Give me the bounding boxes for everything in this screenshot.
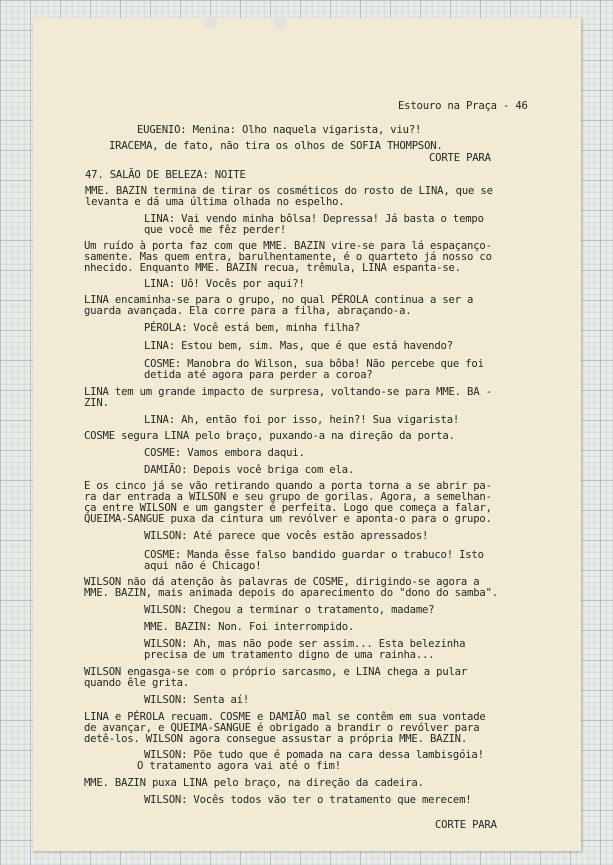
dialogue-line: detida até agora para perder a coroa? — [144, 369, 373, 381]
action-line: nhecido. Enquanto MME. BAZIN recua, trêmula, LINA espanta-se. — [84, 262, 461, 274]
action-line: MME. BAZIN puxa LINA pelo braço, na direção da cadeira. — [84, 777, 424, 789]
action-line: WILSON engasga-se com o próprio sarcasmo, e LINA chega a pular — [84, 666, 468, 678]
action-line: WILSON não dá atenção às palavras de COSME, dirigindo-se agora a — [84, 576, 480, 588]
action-line: COSME segura LINA pelo braço, puxando-a na direção da porta. — [84, 430, 455, 442]
dialogue-line: COSME: Manobra do Wilson, sua bôba! Não percebe que foi — [144, 358, 484, 370]
dialogue-line: LINA: Uô! Vocês por aqui?! — [144, 278, 305, 290]
dialogue-line: PÉROLA: Você está bem, minha filha? — [144, 322, 361, 334]
action-line: samente. Mas quem entra, barulhentamente, é o quarteto já nosso co — [84, 251, 492, 263]
dialogue-line: que você me fêz perder! — [144, 224, 287, 236]
action-line: ça entre WILSON e um gangster é perfeita. Logo que começa a falar, — [84, 502, 492, 514]
dialogue-line: EUGENIO: Menina: Olho naquela vigarista, viu?! — [137, 124, 422, 136]
transition-line: CORTE PARA — [435, 819, 497, 831]
dialogue-line: WILSON: Vocês todos vão ter o tratamento que merecem! — [144, 794, 472, 806]
dialogue-line: LINA: Vai vendo minha bôlsa! Depressa! Já basta o tempo — [144, 213, 484, 225]
dialogue-line: precisa de um tratamento digno de uma rainha... — [144, 649, 435, 661]
action-line: ZIN. — [84, 397, 109, 409]
dialogue-line: LINA: Ah, então foi por isso, hein?! Sua vigarista! — [144, 414, 460, 426]
dialogue-line: WILSON: Põe tudo que é pomada na cara dessa lambisgóia! — [144, 749, 484, 761]
dialogue-line: O tratamento agora vai até o fim! — [137, 760, 341, 772]
action-line: MME. BAZIN, mais animada depois do aparecimento do "dono do samba". — [84, 587, 498, 599]
dialogue-line: COSME: Vamos embora daqui. — [144, 447, 305, 459]
action-line: quando êle grita. — [84, 677, 190, 689]
action-line: MME. BAZIN termina de tirar os cosméticos do rosto de LINA, que se — [85, 185, 493, 197]
dialogue-line: MME. BAZIN: Non. Foi interrompido. — [144, 621, 355, 633]
scene-heading: 47. SALÃO DE BELEZA: NOITE — [85, 169, 246, 181]
binder-hole-left — [204, 16, 217, 29]
dialogue-line: LINA: Estou bem, sim. Mas, que é que está havendo? — [144, 340, 453, 352]
action-line: Um ruído à porta faz com que MME. BAZIN vire-se para lá espaçanço- — [84, 240, 492, 252]
action-line: QUEIMA-SANGUE puxa da cintura um revólver e aponta-o para o grupo. — [84, 513, 492, 525]
action-line: de avançar, e QUEIMA-SANGUE é obrigado a brandir o revólver para — [84, 722, 480, 734]
action-line: detê-los. WILSON agora consegue assustar a própria MME. BAZIN. — [84, 733, 468, 745]
action-line: guarda avançada. Ela corre para a filha, abraçando-a. — [84, 305, 412, 317]
dialogue-line: aqui não é Chicago! — [144, 560, 262, 572]
page-header: Estouro na Praça - 46 — [398, 100, 528, 112]
dialogue-line: WILSON: Ah, mas não pode ser assim... Esta belezinha — [144, 638, 466, 650]
action-line: LINA encaminha-se para o grupo, no qual PÉROLA continua a ser a — [84, 294, 474, 306]
dialogue-line: WILSON: Senta aí! — [144, 694, 250, 706]
action-line: IRACEMA, de fato, não tira os olhos de SOFIA THOMPSON. — [109, 140, 443, 152]
dialogue-line: COSME: Manda êsse falso bandido guardar o trabuco! Isto — [144, 549, 484, 561]
action-line: E os cinco já se vão retirando quando a porta torna a se abrir pa- — [84, 480, 492, 492]
binder-hole-right — [274, 16, 287, 29]
action-line: levanta e dá uma última olhada no espelho. — [85, 196, 345, 208]
action-line: ra dar entrada a WILSON e seu grupo de gorilas. Agora, a semelhan- — [84, 491, 492, 503]
action-line: LINA tem um grande impacto de surpresa, voltando-se para MME. BA - — [84, 386, 492, 398]
transition-line: CORTE PARA — [429, 152, 491, 164]
typewritten-script-page — [33, 18, 581, 851]
dialogue-line: DAMIÃO: Depois você briga com ela. — [144, 464, 355, 476]
dialogue-line: WILSON: Chegou a terminar o tratamento, madame? — [144, 604, 435, 616]
dialogue-line: WILSON: Até parece que vocês estão apressados! — [144, 530, 429, 542]
action-line: LINA e PÉROLA recuam. COSME e DAMIÃO mal se contêm em sua vontade — [84, 711, 486, 723]
